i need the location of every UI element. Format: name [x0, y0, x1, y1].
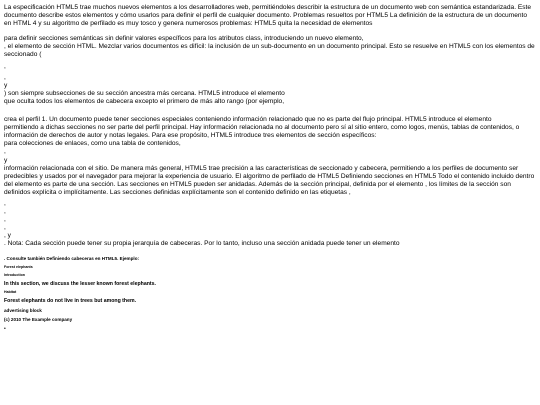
- separator-comma-6: ,: [4, 216, 6, 224]
- paragraph-3-line-1: crea el perfil 1. Un documento puede tener secciones especiales conteniendo información relacionado que no es parte del flujo principal. HTML5 introduce el elemento: [4, 116, 492, 124]
- separator-comma-1: ,: [4, 62, 6, 70]
- paragraph-2-line-2: , el elemento de sección HTML. Mezclar varios documentos es difícil: la inclusión de un sub-documento en un documento principal. Esto se resuelve en HTML5 con los elementos de seccionado (: [4, 43, 535, 59]
- example-advertising: advertising block: [4, 307, 42, 313]
- paragraph-2-line-4: que oculta todos los elementos de cabecera excepto el primero de más alto rango (por ejemplo,: [4, 97, 285, 105]
- separator-comma-5: ,: [4, 208, 6, 216]
- example-trees-text: Forest elephants do not live in trees but among them.: [4, 298, 137, 305]
- separator-comma-7: ,: [4, 224, 6, 232]
- paragraph-2-line-1: para definir secciones semánticas sin definir valores específicos para los atributos class, introduciendo un nuevo elemento,: [4, 35, 364, 43]
- example-heading: . Consulte también Definiendo cabeceras en HTML5. Ejemplo:: [4, 255, 140, 261]
- example-copyright: (c) 2010 The Example company: [4, 316, 73, 322]
- paragraph-3-line-5: . Nota: Cada sección puede tener su propia jerarquía de cabeceras. Por lo tanto, incluso una sección anidada puede tener un elemento: [4, 240, 400, 248]
- document-body: [4, 4, 536, 332]
- paragraph-3-line-2: permitiendo a dichas secciones no ser parte del perfil principal. Hay información relacionada no al documento pero sí al sitio entero, como logos, menús, tablas de contenidos, o información de derechos de autor y notas legales. Para ese propósito, HTML5 introduce tres elementos de sección específicos:: [4, 124, 520, 140]
- paragraph-2-line-3: ) son siempre subsecciones de su sección ancestra más cercana. HTML5 introduce el elemento: [4, 89, 285, 97]
- separator-comma-y: , y: [4, 232, 11, 240]
- example-introduction: Introduction: [4, 272, 25, 277]
- example-bullet: •: [4, 325, 6, 332]
- separator-comma-2: ,: [4, 73, 6, 81]
- example-habitat: Habitat: [4, 290, 17, 295]
- paragraph-3-line-4: información relacionada con el sitio. De manera más general, HTML5 trae precisión a las características de seccionado y cabecera, permitiendo a los perfiles de documento ser predecibles y usados por el navegador para mejorar la experiencia de usuario. El algoritmo de perfilado de HTML5 Definiendo secciones en HTML5 Todo el contenido incluido dentro del elemento es parte de una sección. Las secciones en HTML5 pueden ser anidadas. Además de la sección principal, definida por el elemento , los límites de la sección son definidos explícita o implícitamente. Las secciones definidas explícitamente son el contenido definido en las etiquetas ,: [4, 164, 535, 196]
- separator-comma-4: ,: [4, 199, 6, 207]
- intro-paragraph: La especificación HTML5 trae muchos nuevos elementos a los desarrolladores web, permitiéndoles describir la estructura de un documento web con semántica estandarizada. Este documento describe estos elementos y cómo usarlos para definir el perfil de cualquier documento. Problemas resueltos por HTML5 La definición de la estructura de un documento en HTML 4 y su algoritmo de perfilado es muy tosco y genera numerosos problemas: HTML5 quita la necesidad de elementos: [4, 4, 532, 28]
- separator-comma-3: ,: [4, 148, 6, 156]
- separator-y: y: [4, 81, 8, 89]
- paragraph-3-line-3: para colecciones de enlaces, como una tabla de contenidos,: [4, 140, 181, 148]
- separator-y-2: y: [4, 156, 8, 164]
- example-forest-elephants: Forest elephants: [4, 264, 33, 269]
- example-section-text: In this section, we discuss the lesser known forest elephants.: [4, 280, 156, 287]
